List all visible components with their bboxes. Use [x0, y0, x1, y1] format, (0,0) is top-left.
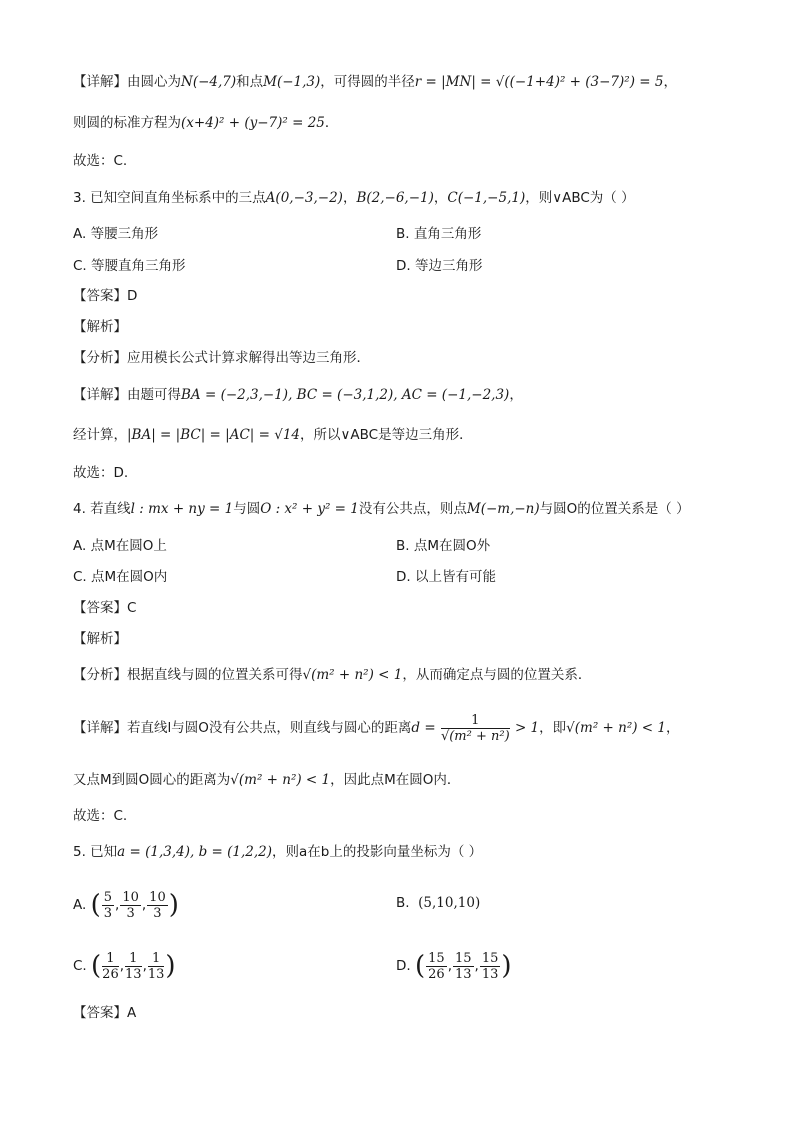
numerator: 1	[148, 951, 165, 967]
q3-option-b: B. 直角三角形	[396, 226, 482, 242]
text: 和点	[236, 74, 264, 90]
answer-tag: 【答案】	[73, 288, 127, 304]
q4-also	[73, 770, 460, 790]
point-b: B(2,−6,−1)	[356, 190, 434, 206]
denominator: 3	[126, 905, 135, 921]
option-label: D.	[396, 958, 411, 974]
sqrt-inequality: √(m² + n²) < 1	[230, 772, 331, 788]
numerator: 15	[454, 950, 472, 966]
option-label: C.	[73, 958, 87, 974]
fraction	[125, 951, 142, 982]
denominator: 13	[481, 966, 499, 982]
text: 又点M到圆O圆心的距离为	[73, 772, 231, 788]
text: 与圆	[233, 501, 261, 517]
text: ，从而确定点与圆的位置关系．	[402, 667, 592, 683]
q4-fenxi	[73, 665, 591, 685]
q5-option-c: C. ( $\frac{1}{26}$ , $\frac{1}{13}$ , $\frac{1}{13}$ )	[73, 950, 176, 982]
choice-line	[73, 151, 127, 171]
fraction	[148, 951, 165, 982]
fenxi-tag: 【分析】	[73, 667, 127, 683]
numerator: 10	[149, 889, 166, 905]
q5-option-b	[396, 893, 480, 913]
text: 应用模长公式计算求解得出等边三角形．	[127, 350, 370, 366]
text: ，	[509, 387, 523, 403]
numerator: 15	[428, 950, 445, 966]
choose-label: 故选：	[73, 465, 114, 481]
answer-tag: 【答案】	[73, 600, 127, 616]
fraction	[102, 951, 119, 982]
point-n: N(−4,7)	[181, 74, 237, 90]
q4-option-c: C. 点M在圆O内	[73, 569, 168, 585]
numerator: 15	[481, 950, 499, 966]
q3-answer	[73, 286, 137, 306]
detail-tag: 【详解】	[73, 720, 127, 736]
q5-answer	[73, 1003, 136, 1023]
vectors: a = (1,3,4), b = (1,2,2)	[117, 844, 272, 860]
q3-stem: 3. 已知空间直角坐标系中的三点A(0,−3,−2)，B(2,−6,−1)，C(−1,−5,1)，则∨ABC为（ ）	[73, 190, 635, 206]
line-equation: l : mx + ny = 1	[130, 501, 234, 517]
text: 则圆的标准方程为	[73, 115, 181, 131]
q4-stem	[73, 499, 690, 519]
denominator: 13	[147, 966, 165, 982]
text: ，	[666, 720, 680, 736]
choice-value: D.	[113, 465, 129, 481]
q4-option-a: A. 点M在圆O上	[73, 538, 167, 554]
q5-option-d: D. ( $\frac{15}{26}$ , $\frac{15}{13}$ , $\frac{15}{13}$ )	[396, 950, 512, 982]
sqrt-inequality: √(m² + n²) < 1	[566, 720, 666, 736]
detail-tag: 【详解】	[73, 74, 127, 90]
circle-equation: O : x² + y² = 1	[260, 501, 359, 517]
q3-detail	[73, 385, 523, 405]
text: 由题可得	[127, 387, 181, 403]
choose-label: 故选：	[73, 153, 114, 169]
q3-analysis-tag: 【解析】	[73, 319, 127, 335]
choice-value: C.	[113, 808, 128, 824]
denominator: 26	[102, 966, 119, 982]
text: ，即	[539, 720, 567, 736]
text: 3. 已知空间直角坐标系中的三点	[73, 190, 266, 206]
option-label: A.	[73, 897, 87, 913]
option-label: B.	[396, 895, 410, 911]
denominator: 3	[153, 905, 162, 921]
answer-value: C	[127, 600, 137, 616]
q4-option-d: D. 以上皆有可能	[396, 569, 496, 585]
point-m: M(−1,3)	[263, 74, 321, 90]
choose-label: 故选：	[73, 808, 114, 824]
text: 经计算，	[73, 427, 127, 443]
q4-option-b: B. 点M在圆O外	[396, 538, 491, 554]
q4-answer	[73, 598, 136, 618]
text: 若直线l与圆O没有公共点，则直线与圆心的距离	[127, 720, 412, 736]
vector-list: BA = (−2,3,−1), BC = (−3,1,2), AC = (−1,−2,3)	[181, 387, 510, 403]
text: ，则∨ABC为（ ）	[525, 190, 635, 206]
q4-choice	[73, 806, 127, 826]
denominator: 13	[454, 966, 472, 982]
numerator: 1	[102, 951, 119, 967]
numerator: 10	[122, 889, 139, 905]
text: ，所以∨ABC是等边三角形．	[300, 427, 473, 443]
fraction	[120, 890, 141, 921]
text: ，	[663, 74, 677, 90]
q3-choice	[73, 463, 128, 483]
fraction-numerator: 1	[441, 713, 510, 729]
q3-option-c: C. 等腰直角三角形	[73, 258, 186, 274]
fraction	[426, 951, 447, 982]
inequality: > 1	[514, 720, 540, 736]
q3-option-d: D. 等边三角形	[396, 258, 483, 274]
answer-value: D	[127, 288, 138, 304]
fraction	[147, 890, 168, 921]
circle-equation: (x+4)² + (y−7)² = 25	[181, 115, 325, 131]
sqrt-inequality: √(m² + n²) < 1	[302, 667, 403, 683]
text: 5. 已知	[73, 844, 118, 860]
q4-detail	[73, 706, 680, 750]
distance-symbol: d =	[411, 720, 436, 736]
answer-value: A	[127, 1005, 137, 1021]
magnitude-expression: |BA| = |BC| = |AC| = √14	[127, 427, 301, 443]
q3-fenxi	[73, 348, 370, 368]
text: ，则a在b上的投影向量坐标为（ ）	[272, 844, 483, 860]
q5-stem	[73, 842, 482, 862]
answer-tag: 【答案】	[73, 1005, 127, 1021]
fraction	[480, 951, 501, 982]
text: ，可得圆的半径	[320, 74, 415, 90]
fraction	[453, 951, 474, 982]
q3-option-a: A. 等腰三角形	[73, 226, 159, 242]
q5-option-a: A. ( $\frac{5}{3}$ , $\frac{10}{3}$ , $\frac{10}{3}$ )	[73, 889, 179, 921]
denominator: 13	[125, 966, 142, 982]
text: 没有公共点，则点	[358, 501, 467, 517]
point-c: C(−1,−5,1)	[447, 190, 526, 206]
text: 根据直线与圆的位置关系可得	[127, 667, 303, 683]
numerator: 5	[103, 889, 113, 905]
choice-value: C.	[113, 153, 128, 169]
text: ．	[324, 115, 339, 131]
fraction	[102, 890, 114, 921]
detail-line-2	[73, 113, 338, 133]
detail-tag: 【详解】	[73, 387, 127, 403]
point-m: M(−m,−n)	[466, 501, 540, 517]
q4-analysis-tag: 【解析】	[73, 631, 127, 647]
numerator: 1	[125, 951, 142, 967]
fraction-denominator: √(m² + n²)	[440, 728, 510, 744]
radius-expression: r = |MN| = √((−1+4)² + (3−7)²) = 5	[414, 74, 664, 90]
detail-line-1	[73, 72, 677, 92]
text: 与圆O的位置关系是（ ）	[539, 501, 690, 517]
text: ，因此点M在圆O内．	[330, 772, 461, 788]
q3-calc	[73, 425, 473, 445]
text: 由圆心为	[127, 74, 181, 90]
option-value: (5,10,10)	[418, 895, 481, 911]
denominator: 26	[428, 966, 445, 982]
distance-fraction	[441, 713, 510, 744]
text: 4. 若直线	[73, 501, 131, 517]
point-a: A(0,−3,−2)	[265, 190, 343, 206]
denominator: 3	[103, 905, 113, 921]
fenxi-tag: 【分析】	[73, 350, 127, 366]
